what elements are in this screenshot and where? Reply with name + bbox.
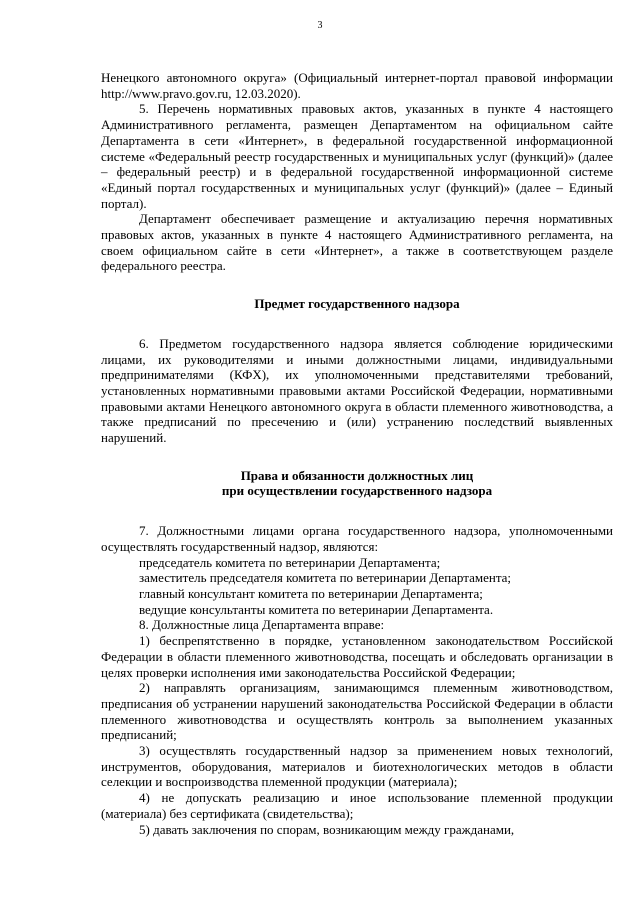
list-item: главный консультант комитета по ветеринарии Департамента; bbox=[139, 585, 483, 601]
paragraph-6: 6. Предметом государственного надзора является соблюдение юридическими лицами, их руководителями и иными должностными лицами, индивидуальными предпринимателями (КФХ), их уполномоченными представителями требований, установленных нормативными правовыми актами Российской Федерации, нормативными правовыми актами Ненецкого автономного округа в области племенного животноводства, а также предписаний по пресечению и (или) устранению последствий выявленных нарушений. bbox=[101, 335, 613, 446]
section-heading-rights-line2: при осуществлении государственного надзора bbox=[221, 483, 493, 499]
list-item: ведущие консультанты комитета по ветеринарии Департамента. bbox=[139, 601, 494, 617]
list-item: заместитель председателя комитета по ветеринарии Департамента; bbox=[139, 570, 512, 586]
list-item: 3) осуществлять государственный надзор за применением новых технологий, инструментов, оборудования, материалов и биотехнологических методов в области селекции и воспроизводства племенной продукции (материала); bbox=[101, 743, 613, 790]
paragraph-7: 7. Должностными лицами органа государственного надзора, уполномоченными осуществлять государственный надзор, являются: bbox=[101, 523, 613, 554]
list-item: 5) давать заключения по спорам, возникающим между гражданами, bbox=[139, 821, 515, 837]
paragraph-continuation: Ненецкого автономного округа» (Официальный интернет-портал правовой информации http://www.pravo.gov.ru, 12.03.2020). bbox=[101, 70, 613, 101]
page-number: 3 bbox=[317, 20, 323, 31]
list-item: 4) не допускать реализацию и иное использование племенной продукции (материала) без сертификата (свидетельства); bbox=[101, 790, 613, 821]
document-body bbox=[101, 70, 613, 837]
list-item: 1) беспрепятственно в порядке, установленном законодательством Российской Федерации в области племенного животноводства, посещать и обследовать организации в целях проверки исполнения ими законодательства Российской Федерации; bbox=[101, 633, 613, 680]
section-heading-rights-line1: Права и обязанности должностных лиц bbox=[240, 467, 474, 483]
list-item: председатель комитета по ветеринарии Департамента; bbox=[139, 554, 441, 570]
paragraph-5-continued: Департамент обеспечивает размещение и актуализацию перечня нормативных правовых актов, указанных в пункте 4 настоящего Административного регламента, на своем официальном сайте в сети «Интернет», а также в соответствующем разделе федерального реестра. bbox=[101, 211, 613, 274]
paragraph-5: 5. Перечень нормативных правовых актов, указанных в пункте 4 настоящего Административного регламента, размещен Департаментом на официальном сайте Департамента в сети «Интернет», в федеральной государственной информационной системе «Федеральный реестр государственных и муниципальных услуг (функций)» (далее – федеральный реестр) и в федеральной государственной информационной системе «Единый портал государственных и муниципальных услуг (функций)» (далее – Единый портал). bbox=[101, 101, 613, 211]
section-heading-subject: Предмет государственного надзора bbox=[254, 296, 460, 312]
list-item: 2) направлять организациям, занимающимся племенным животноводством, предписания об устранении нарушений законодательства Российской Федерации в области племенного животноводства и осуществлять контроль за выполнением указанных предписаний; bbox=[101, 680, 613, 743]
paragraph-8: 8. Должностные лица Департамента вправе: bbox=[139, 617, 385, 633]
